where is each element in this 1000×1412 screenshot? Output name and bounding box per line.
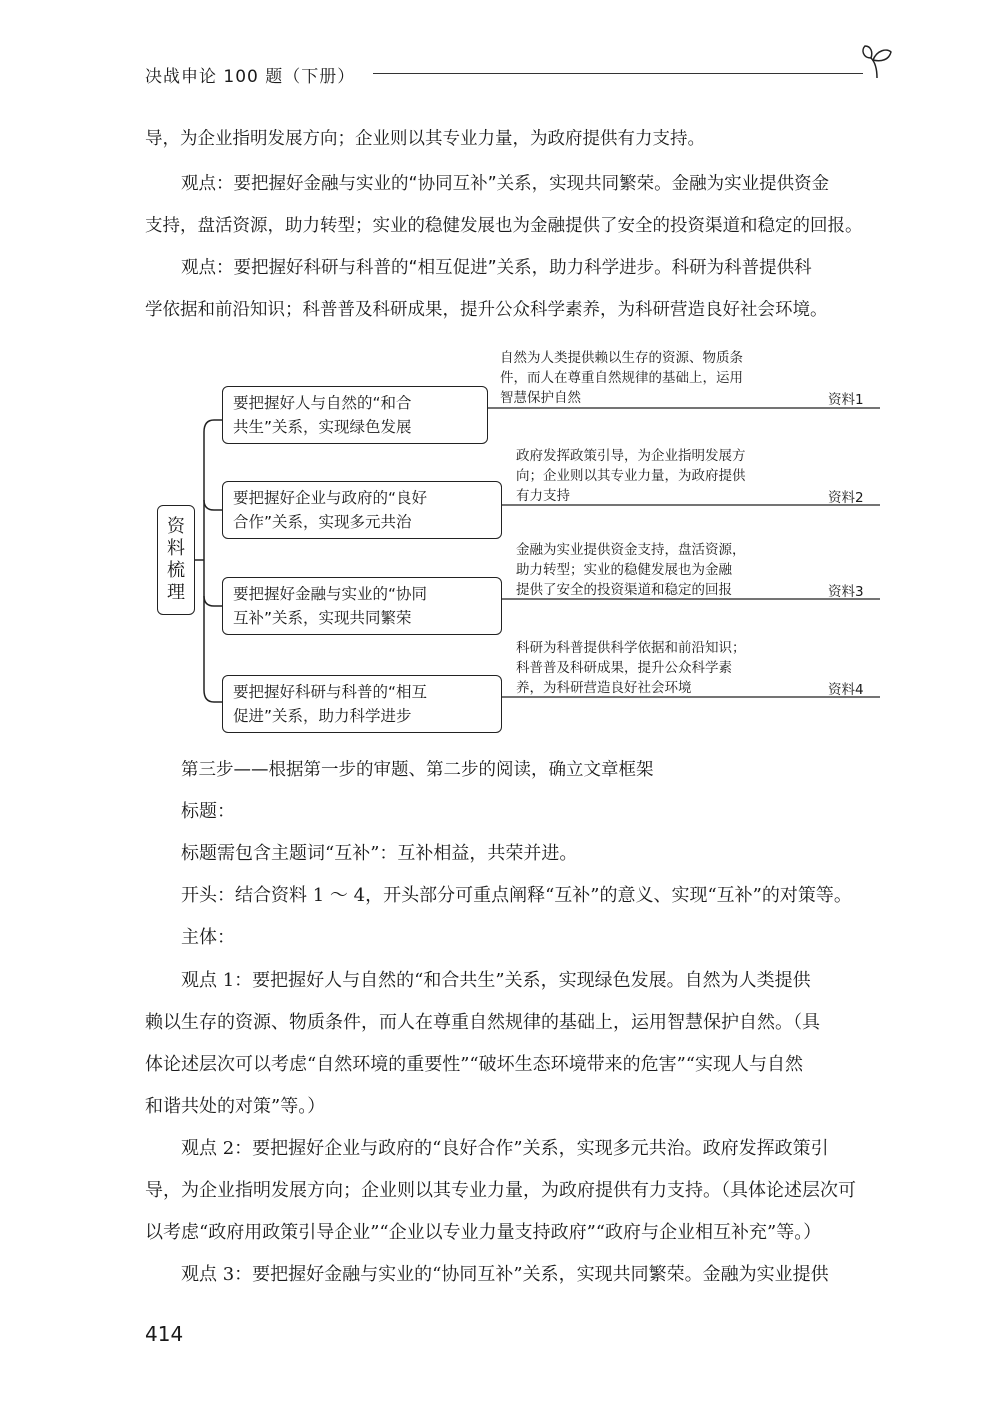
paragraph-p3 (145, 247, 893, 331)
paragraph-p2 (145, 163, 893, 247)
mindmap-source-3: 资料3 (828, 584, 864, 600)
text-line: 支持，盘活资源，助力转型；实业的稳健发展也为金融提供了安全的投资渠道和稳定的回报。 (145, 216, 863, 236)
text-line: 观点 1：要把握好人与自然的“和合共生”关系，实现绿色发展。自然为人类提供 (181, 970, 811, 991)
paragraph-opening (145, 875, 893, 917)
mindmap-box-3: 要把握好金融与实业的“协同 互补”关系，实现共同繁荣 (222, 577, 502, 635)
text-line: 观点 2：要把握好企业与政府的“良好合作”关系，实现多元共治。政府发挥政策引 (181, 1138, 829, 1159)
text-line: 以考虑“政府用政策引导企业”“企业以专业力量支持政府”“政府与企业相互补充”等。） (145, 1222, 822, 1243)
page-header (145, 60, 895, 92)
text-line: 标题需包含主题词“互补”：互补相益，共荣并进。 (181, 843, 578, 864)
paragraph-p1 (145, 118, 893, 160)
paragraph-pt1 (145, 960, 893, 1128)
mindmap-note-1: 自然为人类提供赖以生存的资源、物质条 件，而人在尊重自然规律的基础上，运用 智慧保护自然 (500, 350, 743, 406)
mindmap-source-1: 资料1 (828, 392, 864, 408)
connector-b3 (204, 596, 214, 606)
paragraph-title_req (145, 833, 893, 875)
header-title: 决战申论 100 题（下册） (145, 67, 356, 87)
text-line: 开头：结合资料 1 ～ 4，开头部分可重点阐释“互补”的意义、实现“互补”的对策等。 (181, 885, 852, 906)
text-line: 观点：要把握好科研与科普的“相互促进”关系，助力科学进步。科研为科普提供科 (181, 258, 812, 278)
paragraph-pt2 (145, 1128, 893, 1254)
text-line: 赖以生存的资源、物质条件，而人在尊重自然规律的基础上，运用智慧保护自然。（具 (145, 1012, 820, 1033)
text-line: 观点 3：要把握好金融与实业的“协同互补”关系，实现共同繁荣。金融为实业提供 (181, 1264, 829, 1285)
text-line: 主体： (181, 927, 235, 948)
sprout-icon (859, 40, 895, 80)
paragraph-title_label (145, 791, 893, 833)
connector-trunk (204, 420, 214, 702)
paragraph-step3 (145, 749, 893, 791)
mindmap-note-2: 政府发挥政策引导，为企业指明发展方 向；企业则以其专业力量，为政府提供 有力支持 (516, 448, 746, 504)
text-line: 观点：要把握好金融与实业的“协同互补”关系，实现共同繁荣。金融为实业提供资金 (181, 174, 830, 194)
mindmap-note-3: 金融为实业提供资金支持，盘活资源， 助力转型；实业的稳健发展也为金融 提供了安全的投资渠道和稳定的回报 (516, 542, 746, 598)
page-number: 414 (145, 1322, 184, 1346)
text-line: 导，为企业指明发展方向；企业则以其专业力量，为政府提供有力支持。（具体论述层次可 (145, 1180, 856, 1201)
mindmap-box-1: 要把握好人与自然的“和合 共生”关系，实现绿色发展 (222, 386, 488, 444)
paragraph-body_label (145, 917, 893, 959)
text-line: 标题： (181, 801, 235, 822)
header-rule (373, 73, 863, 74)
text-line: 导，为企业指明发展方向；企业则以其专业力量，为政府提供有力支持。 (145, 129, 705, 149)
paragraph-pt3 (145, 1254, 893, 1296)
text-line: 和谐共处的对策”等。） (145, 1096, 326, 1117)
mindmap-note-4: 科研为科普提供科学依据和前沿知识； 科普普及科研成果，提升公众科学素 养，为科研营造良好社会环境 (516, 640, 746, 696)
mindmap-box-4: 要把握好科研与科普的“相互 促进”关系，助力科学进步 (222, 675, 502, 733)
mindmap-box-2: 要把握好企业与政府的“良好 合作”关系，实现多元共治 (222, 481, 502, 539)
text-line: 第三步——根据第一步的审题、第二步的阅读，确立文章框架 (181, 760, 654, 780)
mindmap-source-2: 资料2 (828, 490, 864, 506)
text-line: 体论述层次可以考虑“自然环境的重要性”“破坏生态环境带来的危害”“实现人与自然 (145, 1054, 804, 1075)
mindmap-source-4: 资料4 (828, 682, 864, 698)
text-line: 学依据和前沿知识；科普普及科研成果，提升公众科学素养，为科研营造良好社会环境。 (145, 300, 828, 320)
mindmap-root: 资 料 梳 理 (157, 505, 195, 615)
connector-b2 (204, 500, 214, 510)
